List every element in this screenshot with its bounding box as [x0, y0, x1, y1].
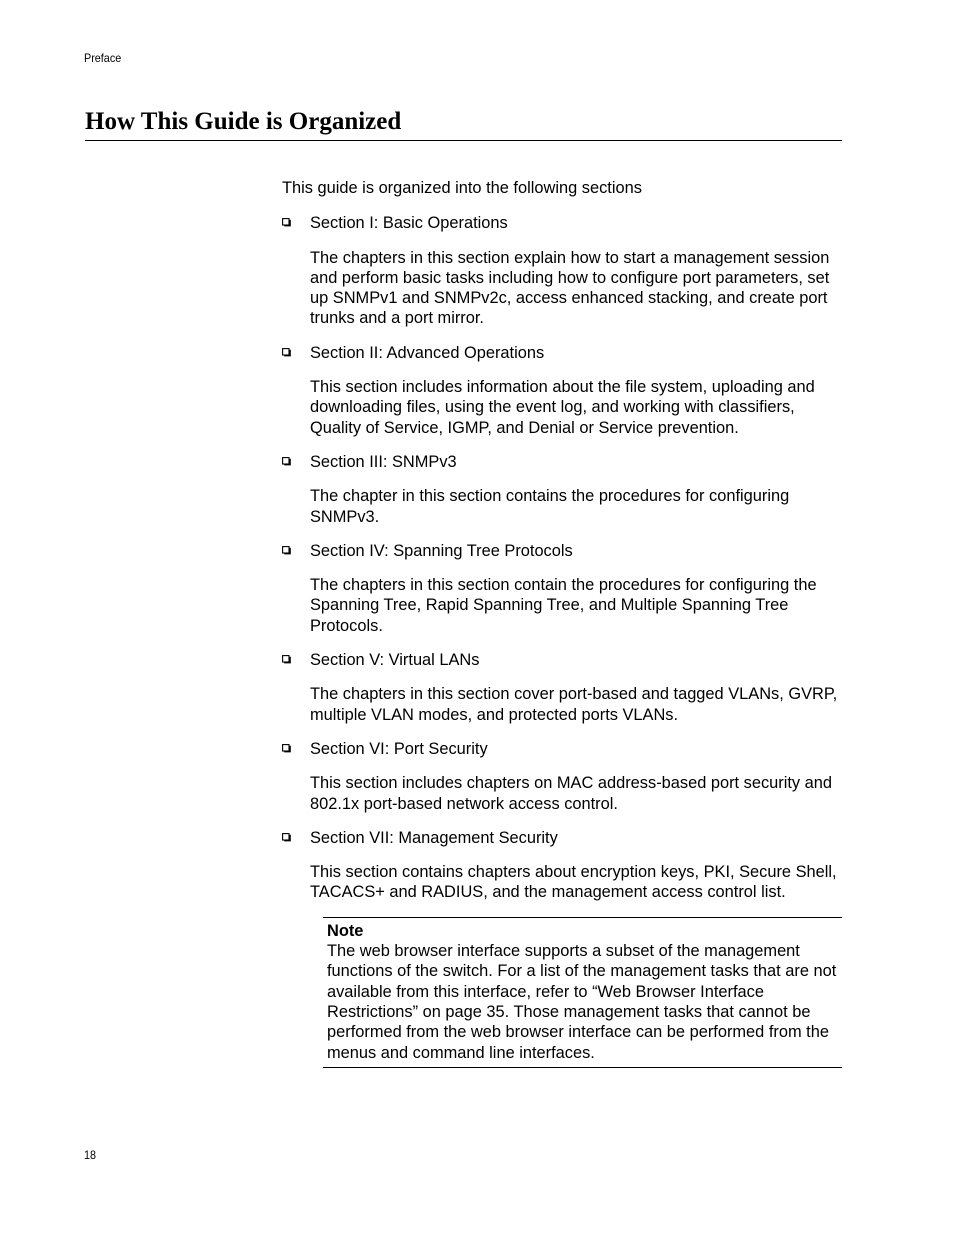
- section-description: The chapters in this section explain how to start a management session and perform basic tasks including how to configure port parameters, set up SNMPv1 and SNMPv2c, access enhanced stacking, and create port trunks and a port mirror.: [310, 248, 830, 328]
- body-content: [282, 178, 842, 1068]
- section-description: This section includes chapters on MAC address-based port security and 802.1x port-based network access control.: [310, 774, 833, 813]
- section-item: [282, 343, 842, 438]
- note-box: [323, 917, 842, 1068]
- checkbox-bullet-icon: [282, 744, 291, 753]
- section-title-row: [282, 739, 842, 759]
- section-item: [282, 650, 842, 725]
- running-header: Preface: [84, 51, 122, 65]
- section-description: This section includes information about the file system, uploading and downloading files, using the event log, and working with classifiers, Quality of Service, IGMP, and Denial or Service prevention.: [310, 378, 815, 437]
- note-heading: Note: [327, 921, 364, 940]
- section-description: The chapter in this section contains the procedures for configuring SNMPv3.: [310, 487, 790, 526]
- checkbox-bullet-icon: [282, 546, 291, 555]
- section-title: Section V: Virtual LANs: [310, 651, 480, 670]
- section-description: This section contains chapters about encryption keys, PKI, Secure Shell, TACACS+ and RADIUS, and the management access control list.: [310, 863, 837, 902]
- section-item: [282, 452, 842, 527]
- section-item: [282, 541, 842, 636]
- section-list: [282, 213, 842, 902]
- section-description: The chapters in this section contain the procedures for configuring the Spanning Tree, Rapid Spanning Tree, and Multiple Spanning Tree Protocols.: [310, 576, 817, 635]
- section-title: Section VI: Port Security: [310, 739, 488, 758]
- section-title: Section II: Advanced Operations: [310, 343, 545, 362]
- section-item: [282, 739, 842, 814]
- section-item: [282, 213, 842, 328]
- section-title: Section VII: Management Security: [310, 828, 558, 847]
- section-title-row: [282, 650, 842, 670]
- section-title-row: [282, 343, 842, 363]
- checkbox-bullet-icon: [282, 655, 291, 664]
- checkbox-bullet-icon: [282, 348, 291, 357]
- section-description: The chapters in this section cover port-based and tagged VLANs, GVRP, multiple VLAN modes, and protected ports VLANs.: [310, 685, 838, 724]
- section-title: Section IV: Spanning Tree Protocols: [310, 541, 573, 560]
- section-title-row: [282, 213, 842, 233]
- section-title: Section I: Basic Operations: [310, 214, 508, 233]
- checkbox-bullet-icon: [282, 457, 291, 466]
- page-number: 18: [84, 1148, 97, 1162]
- checkbox-bullet-icon: [282, 218, 291, 227]
- section-title: Section III: SNMPv3: [310, 452, 457, 471]
- section-title-row: [282, 541, 842, 561]
- section-title-row: [282, 452, 842, 472]
- checkbox-bullet-icon: [282, 833, 291, 842]
- intro-paragraph: This guide is organized into the following sections: [282, 179, 642, 197]
- chapter-title: How This Guide is Organized: [85, 106, 842, 141]
- section-item: [282, 828, 842, 903]
- note-text: The web browser interface supports a subset of the management functions of the switch. For a list of the management tasks that are not available from this interface, refer to “Web Browser Interface Restrictions” on page 35. Those management tasks that cannot be performed from the web browser interface can be performed from the menus and command line interfaces.: [327, 942, 837, 1062]
- section-title-row: [282, 828, 842, 848]
